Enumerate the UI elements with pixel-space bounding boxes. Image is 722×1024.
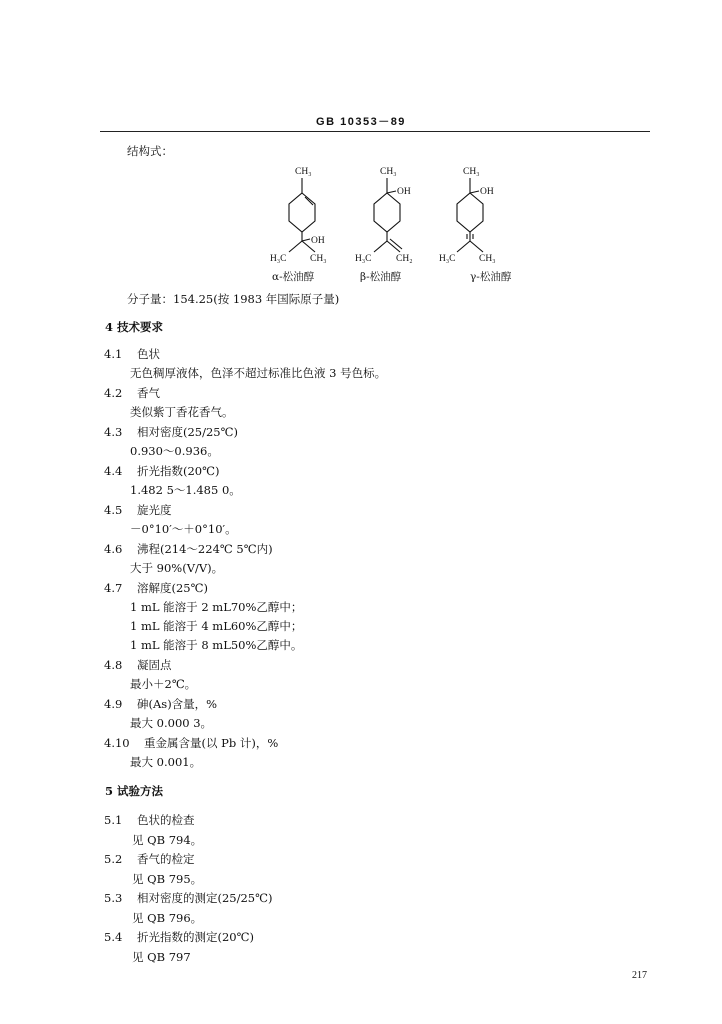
item-value: 见 QB 794。 xyxy=(132,833,203,847)
section-4-heading: 4 技术要求 xyxy=(105,320,164,334)
item-number: 5.1 xyxy=(104,813,123,827)
item-number: 5.3 xyxy=(104,891,123,905)
page-number: 217 xyxy=(632,970,647,981)
item-value: 大于 90%(V/V)。 xyxy=(130,561,224,575)
header-rule xyxy=(100,131,650,132)
item-number: 4.7 xyxy=(104,581,123,595)
item-number: 4.9 xyxy=(104,697,123,711)
item-value: 最大 0.001。 xyxy=(130,755,202,769)
item-title: 溶解度(25℃) xyxy=(137,581,208,595)
beta-left-methyl: H₃C xyxy=(355,254,372,264)
gamma-top-methyl: CH₃ xyxy=(463,167,480,177)
item-number: 4.1 xyxy=(104,347,123,361)
item-number: 4.10 xyxy=(104,736,130,750)
item-title: 相对密度(25/25℃) xyxy=(137,425,238,439)
structure-diagram xyxy=(250,163,550,288)
alpha-top-methyl: CH₃ xyxy=(295,167,312,177)
gamma-left-methyl: H₃C xyxy=(439,254,456,264)
item-title: 凝固点 xyxy=(137,658,172,672)
item-number: 4.4 xyxy=(104,464,123,478)
item-number: 5.4 xyxy=(104,930,123,944)
item-title: 色状的检查 xyxy=(137,813,195,827)
item-value: 见 QB 797 xyxy=(132,950,191,964)
item-number: 4.5 xyxy=(104,503,123,517)
item-title: 香气 xyxy=(137,386,160,400)
item-value: 1 mL 能溶于 4 mL60%乙醇中； xyxy=(130,619,303,633)
item-value: 见 QB 795。 xyxy=(132,872,203,886)
item-title: 沸程(214～224℃ 5℃内) xyxy=(137,542,273,556)
beta-right-methylene: CH₂ xyxy=(396,254,413,264)
alpha-left-methyl: H₃C xyxy=(270,254,287,264)
beta-caption: β-松油醇 xyxy=(360,271,402,283)
item-value: －0°10′～＋0°10′。 xyxy=(130,522,237,536)
alpha-right-methyl: CH₃ xyxy=(310,254,327,264)
beta-hydroxyl: OH xyxy=(397,187,411,197)
item-value: 无色稠厚液体，色泽不超过标准比色液 3 号色标。 xyxy=(130,366,387,380)
item-value: 1.482 5～1.485 0。 xyxy=(130,483,241,497)
item-value: 最大 0.000 3。 xyxy=(130,716,213,730)
beta-top-methyl: CH₃ xyxy=(380,167,397,177)
standard-code-header: GB 10353－89 xyxy=(316,116,406,128)
alpha-caption: α-松油醇 xyxy=(272,271,315,283)
item-title: 重金属含量(以 Pb 计)，% xyxy=(144,736,279,750)
alpha-hydroxyl: OH xyxy=(311,236,325,246)
item-number: 4.3 xyxy=(104,425,123,439)
item-title: 折光指数(20℃) xyxy=(137,464,220,478)
item-number: 5.2 xyxy=(104,852,123,866)
item-title: 色状 xyxy=(137,347,160,361)
item-number: 4.6 xyxy=(104,542,123,556)
gamma-caption: γ-松油醇 xyxy=(470,271,512,283)
item-value: 1 mL 能溶于 8 mL50%乙醇中。 xyxy=(130,638,303,652)
structural-formulas xyxy=(250,163,550,288)
item-title: 香气的检定 xyxy=(137,852,195,866)
item-title: 砷(As)含量，% xyxy=(137,697,218,711)
item-title: 旋光度 xyxy=(137,503,172,517)
molecular-weight: 分子量：154.25(按 1983 年国际原子量) xyxy=(127,292,340,306)
section-5-heading: 5 试验方法 xyxy=(105,784,164,798)
item-value: 最小＋2℃。 xyxy=(130,677,197,691)
item-value: 1 mL 能溶于 2 mL70%乙醇中； xyxy=(130,600,303,614)
item-value: 类似紫丁香花香气。 xyxy=(130,405,234,419)
item-title: 折光指数的测定(20℃) xyxy=(137,930,254,944)
item-number: 4.8 xyxy=(104,658,123,672)
gamma-hydroxyl: OH xyxy=(480,187,494,197)
item-value: 见 QB 796。 xyxy=(132,911,203,925)
item-value: 0.930～0.936。 xyxy=(130,444,219,458)
gamma-right-methyl: CH₃ xyxy=(479,254,496,264)
structure-label: 结构式： xyxy=(127,144,173,158)
item-number: 4.2 xyxy=(104,386,123,400)
item-title: 相对密度的测定(25/25℃) xyxy=(137,891,273,905)
